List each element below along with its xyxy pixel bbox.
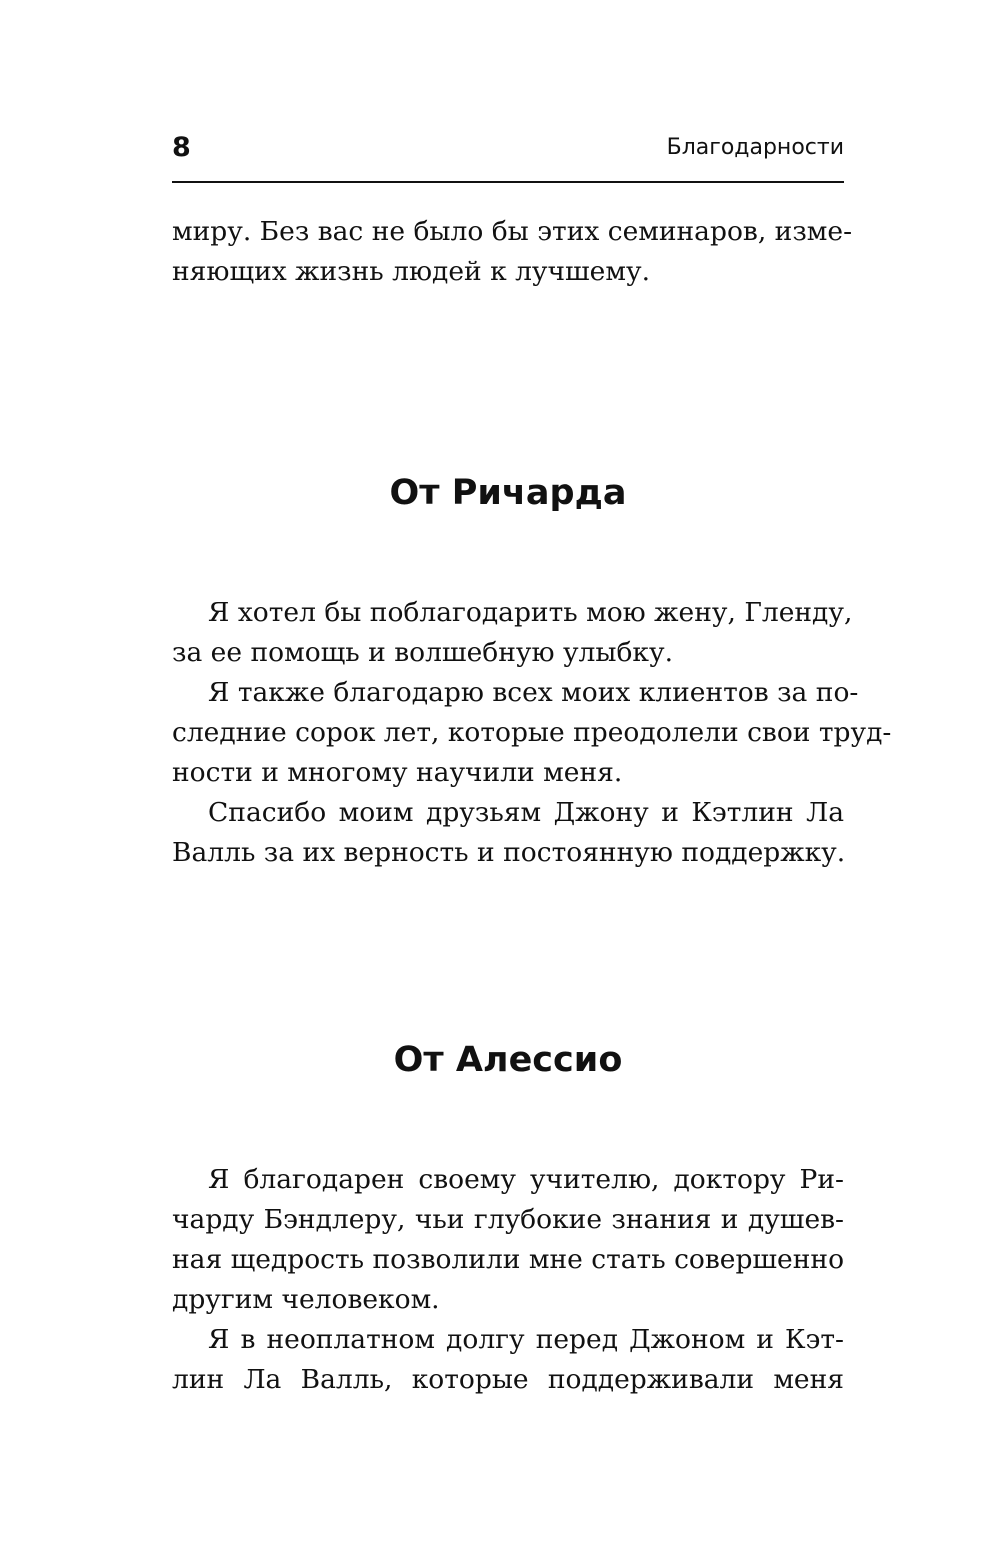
text-line: чарду Бэндлеру, чьи глубокие знания и душев- [172, 1204, 844, 1235]
text-line: ная щедрость позволили мне стать совершенно [172, 1244, 845, 1275]
text-line: миру. Без вас не было бы этих семинаров, изме- [172, 216, 853, 247]
text-line: следние сорок лет, которые преодолели свои труд- [172, 717, 892, 748]
text-line: Я в неоплатном долгу перед Джоном и Кэт- [208, 1324, 844, 1355]
running-header [172, 128, 844, 168]
text-line: за ее помощь и волшебную улыбку. [172, 637, 674, 668]
text-line: Я благодарен своему учителю, доктору Ри- [208, 1164, 844, 1195]
text-line: Валль за их верность и постоянную поддержку. [172, 837, 846, 868]
section-heading-richard: От Ричарда [389, 473, 627, 513]
paragraph [172, 593, 853, 673]
section-body-richard [172, 593, 892, 873]
text-line: лин Ла Валль, которые поддерживали меня [172, 1364, 844, 1395]
text-line: Спасибо моим друзьям Джону и Кэтлин Ла [208, 797, 844, 828]
paragraph [172, 1320, 844, 1400]
intro-paragraph [172, 212, 853, 292]
text-line: другим человеком. [172, 1284, 440, 1315]
text-line: Я также благодарю всех моих клиентов за по- [208, 677, 859, 708]
section-body-alessio [172, 1160, 844, 1400]
paragraph [172, 793, 844, 873]
paragraph [172, 673, 892, 793]
running-title: Благодарности [666, 135, 844, 160]
text-line: Я хотел бы поблагодарить мою жену, Гленду, [208, 597, 853, 628]
section-heading-alessio: От Алессио [393, 1040, 623, 1080]
text-line: ности и многому научили меня. [172, 757, 623, 788]
paragraph [172, 1160, 844, 1320]
text-line: няющих жизнь людей к лучшему. [172, 256, 650, 287]
header-rule [172, 181, 844, 183]
page-number: 8 [172, 132, 191, 163]
